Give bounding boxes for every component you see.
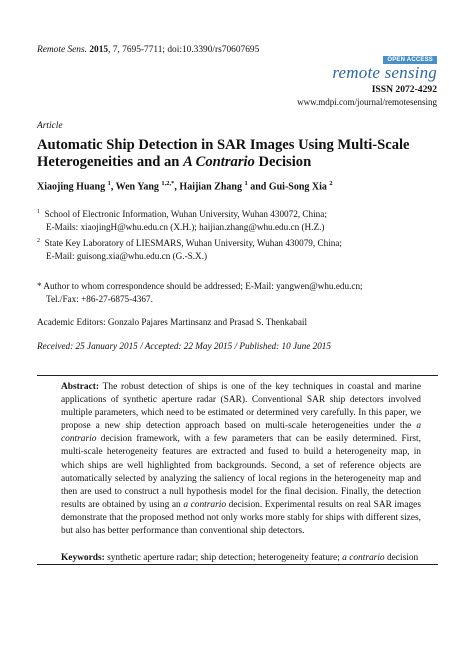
citation-journal: Remote Sens.	[37, 45, 87, 55]
citation-line	[37, 45, 259, 55]
paper-title	[37, 137, 437, 171]
open-access-badge: OPEN ACCESS	[383, 56, 437, 64]
article-type: Article	[37, 121, 63, 131]
keywords	[61, 552, 421, 565]
author-separator: ,	[110, 181, 116, 193]
academic-editors: Academic Editors: Gonzalo Pajares Martinsanz and Prasad S. Thenkabail	[37, 317, 308, 327]
author-name: Wen Yang	[115, 181, 159, 193]
author-name: Gui-Song Xia	[268, 181, 327, 193]
affiliation-line	[37, 206, 447, 221]
author-sup: 2	[329, 180, 333, 187]
citation-year: 2015	[89, 45, 109, 55]
author-sup: 1	[107, 180, 111, 187]
affiliation-sup: 2	[37, 237, 40, 244]
author-separator: and	[247, 181, 269, 193]
affiliation-text: School of Electronic Information, Wuhan University, Wuhan 430072, China;	[44, 209, 327, 220]
publication-dates: Received: 25 January 2015 / Accepted: 22 May 2015 / Published: 10 June 2015	[37, 341, 331, 351]
affiliation-email: E-Mail: guisong.xia@whu.edu.cn (G.-S.X.)	[46, 251, 208, 262]
abstract-italic: a contrario	[61, 421, 421, 445]
affiliation-email: E-Mails: xiaojingH@whu.edu.cn (X.H.); haijian.zhang@whu.edu.cn (H.Z.)	[46, 222, 325, 233]
author-separator: ,	[174, 181, 180, 193]
abstract-text: decision. Experimental results on real SAR images demonstrate that the proposed method not only works more stably for ships with different sizes, but also has better performance than conventional ship detectors.	[61, 499, 421, 537]
journal-url[interactable]: www.mdpi.com/journal/remotesensing	[297, 97, 437, 107]
title-italic: A Contrario	[183, 154, 255, 170]
correspondence-phone: Tel./Fax: +86-27-6875-4367.	[46, 294, 153, 305]
affiliation-sup: 1	[37, 209, 40, 215]
keywords-tail: decision	[384, 553, 419, 563]
citation-details: , 7, 7695-7711; doi:10.3390/rs70607695	[108, 45, 260, 55]
affiliation-line	[37, 235, 447, 250]
author-name: Haijian Zhang	[179, 181, 242, 193]
title-part1: Automatic Ship Detection in SAR Images Using Multi-Scale Heterogeneities and an	[37, 137, 410, 170]
keywords-text: synthetic aperture radar; ship detection; heterogeneity feature;	[104, 553, 343, 563]
abstract-italic: a contrario	[183, 499, 227, 510]
correspondence	[37, 280, 447, 307]
title-part2: Decision	[254, 154, 312, 170]
issn: ISSN 2072-4292	[371, 84, 437, 95]
journal-name: remote sensing	[332, 63, 437, 82]
keywords-label: Keywords:	[61, 553, 105, 563]
abstract-text: decision framework, with a few parameters that can be easily determined. First, multi-scale heterogeneity features are extracted and fused to build a heterogeneity map, in which ships are well highlighted from backgrounds. Second, a set of reference objects are automatically selected by analyzing the saliency of local regions in the heterogeneity map and then are used to construct a null hypothesis model for the final decision. Finally, the detection results are obtained by using an	[61, 434, 421, 510]
abstract-label: Abstract:	[61, 382, 100, 392]
abstract-text: The robust detection of ships is one of the key techniques in coastal and marine applications of synthetic aperture radar (SAR). Conventional SAR ship detectors involved multiple parameters, which need to be estimated or determined very carefully. In this paper, we propose a new ship detection approach based on multi-scale heterogeneities under the	[61, 382, 421, 432]
abstract	[61, 381, 421, 538]
author-sup: 1	[244, 180, 248, 187]
correspondence-line: * Author to whom correspondence should be addressed; E-Mail: yangwen@whu.edu.cn;	[37, 281, 363, 291]
affiliations	[37, 206, 447, 264]
affiliation-text: State Key Laboratory of LIESMARS, Wuhan University, Wuhan 430079, China;	[44, 237, 342, 248]
author-name: Xiaojing Huang	[37, 181, 106, 193]
author-list	[37, 180, 333, 192]
keywords-italic: a contrario	[342, 553, 385, 563]
author-sup: 1,2,*	[161, 180, 175, 187]
